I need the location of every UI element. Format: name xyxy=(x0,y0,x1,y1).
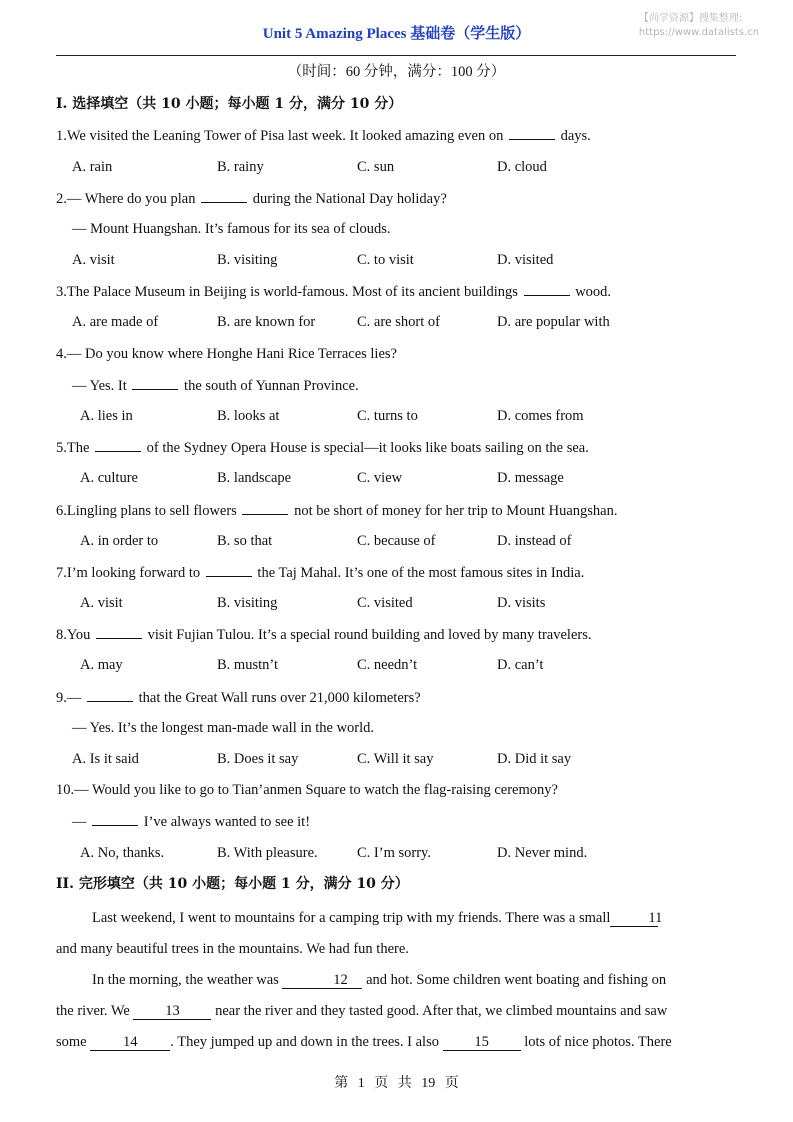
question-text: 3.The Palace Museum in Beijing is world-famous. Most of its ancient buildings xyxy=(56,284,518,300)
question-9 xyxy=(56,687,421,707)
option-d: D. cloud xyxy=(497,159,547,175)
option-b: B. mustn’t xyxy=(217,657,278,673)
watermark xyxy=(639,12,759,40)
exam-info: （时间：60 分钟，满分：100 分） xyxy=(287,64,506,80)
question-text: 1.We visited the Leaning Tower of Pisa last week. It looked amazing even on xyxy=(56,128,504,144)
question-text: of the Sydney Opera House is special—it looks like boats sailing on the sea. xyxy=(146,440,589,456)
answer-blank xyxy=(92,811,138,826)
option-a: A. in order to xyxy=(80,533,159,549)
option-a: A. may xyxy=(80,657,123,673)
paragraph-text: lots of nice photos. There xyxy=(524,1034,672,1050)
question-text: 5.The xyxy=(56,440,90,456)
option-d: D. Never mind. xyxy=(497,845,588,861)
question-text: 6.Lingling plans to sell flowers xyxy=(56,503,237,519)
option-d: D. can’t xyxy=(497,657,544,673)
answer-blank xyxy=(524,281,570,296)
page-footer: 第 1 页 共 19 页 xyxy=(334,1076,459,1091)
question-10: 10.— Would you like to go to Tian’anmen Square to watch the flag-raising ceremony? xyxy=(56,782,558,798)
option-d: D. message xyxy=(497,470,564,486)
question-1 xyxy=(56,125,591,145)
option-b: B. landscape xyxy=(217,470,292,486)
option-c: C. to visit xyxy=(357,252,414,268)
option-b: B. visiting xyxy=(217,252,278,268)
question-6 xyxy=(56,500,617,520)
answer-blank xyxy=(206,562,252,577)
cloze-paragraph-2-line-1 xyxy=(56,970,736,990)
option-c: C. Will it say xyxy=(357,751,434,767)
option-a: A. No, thanks. xyxy=(80,845,165,861)
question-text: not be short of money for her trip to Mount Huangshan. xyxy=(294,503,618,519)
option-c: C. needn’t xyxy=(357,657,418,673)
option-a: A. Is it said xyxy=(72,751,139,767)
option-a: A. lies in xyxy=(80,408,133,424)
option-d: D. visited xyxy=(497,252,554,268)
answer-blank xyxy=(242,500,288,515)
question-7 xyxy=(56,562,584,582)
question-3 xyxy=(56,281,611,301)
watermark-line-1: 【尚学资源】搜集整理: xyxy=(638,13,743,24)
paragraph-text: near the river and they tasted good. After that, we climbed mountains and saw xyxy=(215,1003,668,1019)
option-c: C. I’m sorry. xyxy=(357,845,431,861)
option-c: C. are short of xyxy=(357,314,440,330)
question-text: visit Fujian Tulou. It’s a special round building and loved by many travelers. xyxy=(147,627,592,643)
option-a: A. visit xyxy=(80,595,123,611)
question-2 xyxy=(56,188,447,208)
option-b: B. Does it say xyxy=(217,751,299,767)
paragraph-text: In the morning, the weather was xyxy=(92,972,279,988)
reply-text: — Yes. It xyxy=(72,378,127,394)
answer-blank xyxy=(95,437,141,452)
watermark-line-2: https://www.datalists.cn xyxy=(638,27,759,38)
option-b: B. With pleasure. xyxy=(217,845,318,861)
header-rule xyxy=(56,55,736,56)
answer-blank xyxy=(201,188,247,203)
question-text: that the Great Wall runs over 21,000 kilometers? xyxy=(138,690,421,706)
question-4-reply xyxy=(72,375,359,395)
option-a: A. are made of xyxy=(72,314,159,330)
option-d: D. are popular with xyxy=(497,314,610,330)
reply-text: I’ve always wanted to see it! xyxy=(143,814,311,830)
question-5 xyxy=(56,437,589,457)
option-b: B. are known for xyxy=(217,314,316,330)
cloze-paragraph-2-line-3 xyxy=(56,1032,736,1052)
question-9-reply: — Yes. It’s the longest man-made wall in the world. xyxy=(72,720,375,736)
option-c: C. sun xyxy=(357,159,395,175)
section-2-title: II. 完形填空（共 10 小题；每小题 1 分，满分 10 分） xyxy=(56,876,409,892)
reply-text: — xyxy=(72,814,87,830)
answer-blank xyxy=(132,375,178,390)
question-text: during the National Day holiday? xyxy=(252,191,447,207)
option-b: B. looks at xyxy=(217,408,280,424)
question-text: 8.You xyxy=(56,627,91,643)
option-d: D. visits xyxy=(497,595,546,611)
cloze-paragraph-1-line-1 xyxy=(56,908,736,928)
option-a: A. rain xyxy=(72,159,113,175)
paragraph-text: some xyxy=(56,1034,87,1050)
document-title: Unit 5 Amazing Places 基础卷（学生版） xyxy=(262,26,531,42)
option-a: A. culture xyxy=(80,470,138,486)
cloze-blank-12: 12 xyxy=(282,972,362,989)
option-a: A. visit xyxy=(72,252,115,268)
option-d: D. comes from xyxy=(497,408,584,424)
answer-blank xyxy=(87,687,133,702)
question-text: 2.— Where do you plan xyxy=(56,191,196,207)
question-text: the Taj Mahal. It’s one of the most famous sites in India. xyxy=(257,565,585,581)
option-b: B. so that xyxy=(217,533,273,549)
paragraph-text: and hot. Some children went boating and fishing on xyxy=(366,972,667,988)
paragraph-text: . They jumped up and down in the trees. I also xyxy=(170,1034,439,1050)
option-d: D. instead of xyxy=(497,533,572,549)
cloze-blank-15: 15 xyxy=(443,1034,521,1051)
option-b: B. visiting xyxy=(217,595,278,611)
question-text: wood. xyxy=(575,284,612,300)
cloze-paragraph-2-line-2 xyxy=(56,1001,736,1021)
paragraph-text: the river. We xyxy=(56,1003,130,1019)
answer-blank xyxy=(96,624,142,639)
option-c: C. because of xyxy=(357,533,436,549)
question-4: 4.— Do you know where Honghe Hani Rice Terraces lies? xyxy=(56,346,397,362)
paragraph-text: Last weekend, I went to mountains for a camping trip with my friends. There was a small xyxy=(92,910,611,926)
question-text: 7.I’m looking forward to xyxy=(56,565,201,581)
cloze-blank-11: 11 xyxy=(610,910,658,927)
question-10-reply xyxy=(72,811,310,831)
option-c: C. visited xyxy=(357,595,413,611)
option-c: C. view xyxy=(357,470,403,486)
option-d: D. Did it say xyxy=(497,751,572,767)
cloze-blank-13: 13 xyxy=(133,1003,211,1020)
section-1-title: I. 选择填空（共 10 小题；每小题 1 分，满分 10 分） xyxy=(56,96,403,112)
option-b: B. rainy xyxy=(217,159,264,175)
question-2-reply: — Mount Huangshan. It’s famous for its sea of clouds. xyxy=(72,221,391,237)
option-c: C. turns to xyxy=(357,408,418,424)
question-text: days. xyxy=(560,128,591,144)
cloze-blank-14: 14 xyxy=(90,1034,170,1051)
question-text: 9.— xyxy=(56,690,82,706)
reply-text: the south of Yunnan Province. xyxy=(184,378,359,394)
paragraph-text: and many beautiful trees in the mountains. We had fun there. xyxy=(56,941,409,957)
question-8 xyxy=(56,624,591,644)
answer-blank xyxy=(509,125,555,140)
